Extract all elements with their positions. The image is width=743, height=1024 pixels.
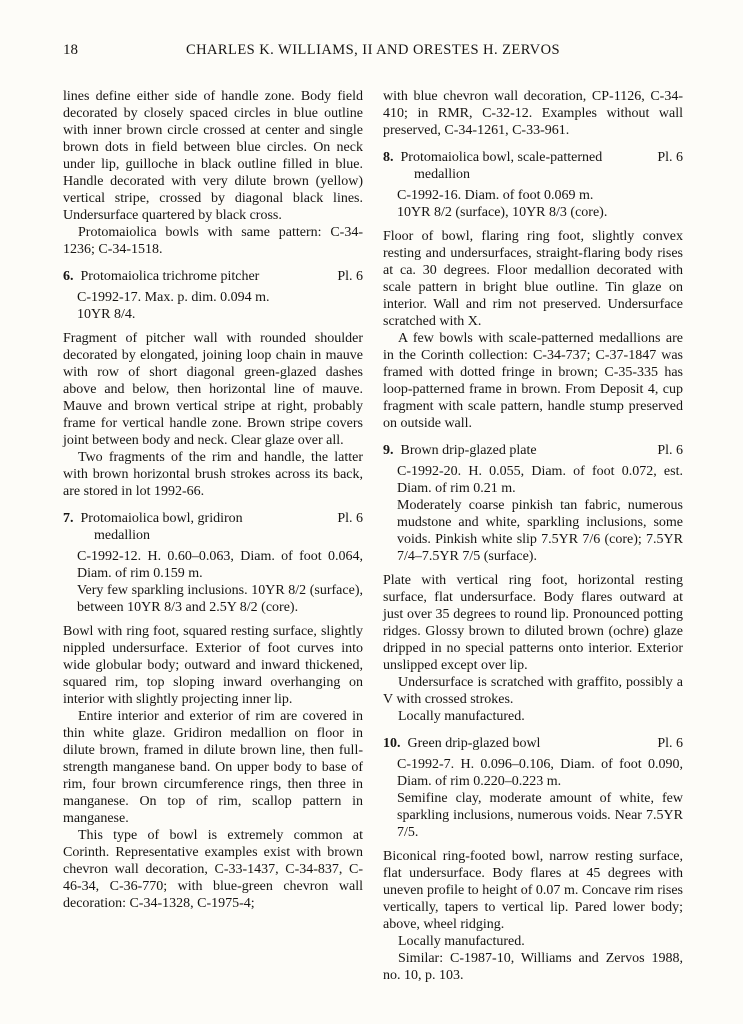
- catalog-detail-line: C-1992-12. H. 0.60–0.063, Diam. of foot 0.064, Diam. of rim 0.159 m.: [77, 549, 363, 581]
- entry-title: Protomaiolica bowl, scale-patterned: [400, 150, 603, 165]
- catalog-detail-line: C-1992-17. Max. p. dim. 0.094 m.: [77, 290, 270, 305]
- paragraph: Undersurface is scratched with graffito, possibly a V with crossed strokes.: [383, 675, 683, 707]
- catalog-detail-line: C-1992-7. H. 0.096–0.106, Diam. of foot 0.090, Diam. of rim 0.220–0.223 m.: [397, 757, 683, 789]
- paragraph: Entire interior and exterior of rim are covered in thin white glaze. Gridiron medallion on floor in dilute brown, framed in dilute brown line, then full-strength manganese band. On upper body to base of rim, four brown circumference rings, then three in manganese. On top of rim, scallop pattern in manganese.: [63, 709, 363, 826]
- catalog-entry-heading: [383, 735, 683, 752]
- paragraph: Locally manufactured.: [398, 934, 525, 949]
- plate-reference: Pl. 6: [657, 736, 683, 751]
- catalog-detail-line: Moderately coarse pinkish tan fabric, numerous mudstone and white, sparkling inclusions, some voids. Pinkish white slip 7.5YR 7/6 (core); 7.5YR 7/4–7.5YR 7/5 (surface).: [397, 498, 683, 564]
- catalog-detail-line: 10YR 8/4.: [77, 307, 136, 322]
- paragraph: with blue chevron wall decoration, CP-1126, C-34-410; in RMR, C-32-12. Examples without wall preserved, C-34-1261, C-33-961.: [383, 89, 683, 138]
- catalog-detail-line: C-1992-16. Diam. of foot 0.069 m.: [397, 188, 594, 203]
- entry-title: Protomaiolica bowl, gridiron: [80, 511, 243, 526]
- paragraph: lines define either side of handle zone. Body field decorated by closely spaced circles in blue outline with inner brown circle crossed at center and single brown dots in field between blue circles. On neck under lip, guilloche in black outline filled in blue. Handle decorated with very dilute brown (yellow) vertical stripe, crossed by diagonal black lines. Undersurface quartered by black cross.: [63, 89, 363, 223]
- paragraph: Protomaiolica bowls with same pattern: C-34-1236; C-34-1518.: [63, 225, 363, 257]
- catalog-detail-line: Very few sparkling inclusions. 10YR 8/2 (surface), between 10YR 8/3 and 2.5Y 8/2 (core).: [77, 583, 363, 615]
- paragraph: Two fragments of the rim and handle, the latter with brown horizontal brush strokes across its back, are stored in lot 1992-66.: [63, 450, 363, 499]
- paragraph: Locally manufactured.: [398, 709, 525, 724]
- page-number: 18: [63, 42, 78, 58]
- entry-heading-line: [383, 149, 683, 166]
- entry-title-continued: medallion: [94, 528, 150, 543]
- page-header: [63, 42, 683, 62]
- entry-title-continued: medallion: [414, 167, 470, 182]
- catalog-detail-line: C-1992-20. H. 0.055, Diam. of foot 0.072, est. Diam. of rim 0.21 m.: [397, 464, 683, 496]
- text-columns: [63, 88, 683, 984]
- paragraph: This type of bowl is extremely common at Corinth. Representative examples exist with brown chevron wall decoration, C-33-1437, C-34-837, C-46-34, C-36-770; with blue-green chevron wall decoration: C-34-1328, C-1975-4;: [63, 828, 363, 911]
- catalog-entry-heading: [383, 149, 683, 183]
- paragraph: Floor of bowl, flaring ring foot, slightly convex resting and undersurfaces, straight-flaring body rises at ca. 30 degrees. Floor medallion decorated with scale pattern in bright blue outline. Tin glaze on interior. Wall and rim not preserved. Undersurface scratched with X.: [383, 229, 683, 329]
- entry-number: 6.: [63, 269, 74, 284]
- paragraph: Plate with vertical ring foot, horizontal resting surface, flat undersurface. Body flares outward at just over 35 degrees to round lip. Pronounced potting ridges. Glossy brown to diluted brown (ochre) glaze dripped in no special patterns onto interior. Exterior unslipped except over lip.: [383, 573, 683, 673]
- plate-reference: Pl. 6: [337, 269, 363, 284]
- plate-reference: Pl. 6: [657, 443, 683, 458]
- entry-number: 9.: [383, 443, 394, 458]
- plate-reference: Pl. 6: [337, 511, 363, 526]
- entry-title: Protomaiolica trichrome pitcher: [80, 269, 260, 284]
- catalog-entry-heading: [383, 442, 683, 459]
- running-title: CHARLES K. WILLIAMS, II AND ORESTES H. ZERVOS: [185, 42, 561, 58]
- paragraph: Biconical ring-footed bowl, narrow resting surface, flat undersurface. Body flares at 45 degrees with uneven profile to height of 0.07 m. Concave rim rises vertically, tapers to vertical lip. Pared lower body; above, wheel ridging.: [383, 849, 683, 932]
- entry-number: 7.: [63, 511, 74, 526]
- paragraph: Similar: C-1987-10, Williams and Zervos 1988, no. 10, p. 103.: [383, 951, 683, 983]
- catalog-details: [383, 187, 683, 221]
- column-right: [383, 88, 683, 984]
- catalog-details: [63, 289, 363, 323]
- entry-number: 10.: [383, 736, 401, 751]
- catalog-detail-line: Semifine clay, moderate amount of white, few sparkling inclusions, numerous voids. Near 7.5YR 7/5.: [397, 791, 683, 840]
- column-left: [63, 88, 363, 984]
- catalog-entry-heading: [63, 268, 363, 285]
- catalog-details: [383, 756, 683, 841]
- entry-title: Brown drip-glazed plate: [400, 443, 537, 458]
- plate-reference: Pl. 6: [657, 150, 683, 165]
- catalog-entry-heading: [63, 510, 363, 544]
- paragraph: Bowl with ring foot, squared resting surface, slightly nippled undersurface. Exterior of foot curves into wide globular body; outward and inward thickened, squared rim, top sloping inward overhanging on interior with slightly projecting inner lip.: [63, 624, 363, 707]
- catalog-details: [383, 463, 683, 565]
- entry-heading-line: [383, 442, 683, 459]
- entry-title: Green drip-glazed bowl: [407, 736, 541, 751]
- paragraph: Fragment of pitcher wall with rounded shoulder decorated by elongated, joining loop chain in mauve with row of short diagonal green-glazed dashes above and below, then horizontal line of mauve. Mauve and brown vertical stripe at right, probably frame for vertical handle zone. Brown stripe covers joint between body and neck. Clear glaze over all.: [63, 331, 363, 448]
- catalog-detail-line: 10YR 8/2 (surface), 10YR 8/3 (core).: [397, 205, 608, 220]
- entry-number: 8.: [383, 150, 394, 165]
- paragraph: A few bowls with scale-patterned medallions are in the Corinth collection: C-34-737; C-37-1847 was framed with dotted fringe in brown; C-35-335 has loop-patterned frame in brown. From Deposit 4, cup fragment with scale pattern, handle stump preserved on outside wall.: [383, 331, 683, 431]
- entry-heading-line: [383, 735, 683, 752]
- catalog-details: [63, 548, 363, 616]
- entry-heading-line: [63, 510, 363, 527]
- entry-heading-line: [63, 268, 363, 285]
